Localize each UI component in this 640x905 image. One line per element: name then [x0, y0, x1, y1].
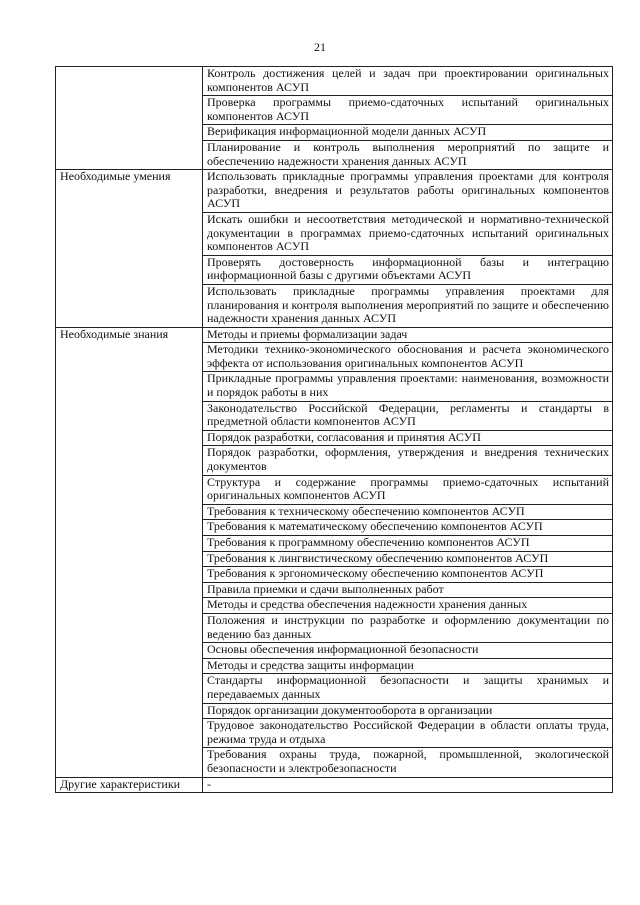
row-text-cell: -: [203, 777, 613, 793]
row-text-cell: Использовать прикладные программы управления проектами для планирования и контроля выполнения мероприятий по защите и обеспечению надежности хранения данных АСУП: [203, 284, 613, 327]
row-text-cell: Проверка программы приемо-сдаточных испытаний оригинальных компонентов АСУП: [203, 96, 613, 125]
row-text-cell: Планирование и контроль выполнения мероприятий по защите и обеспечению надежности хранения данных АСУП: [203, 140, 613, 169]
row-text-cell: Искать ошибки и несоответствия методической и нормативно-технической документации в программах приемо-сдаточных испытаний оригинальных компонентов АСУП: [203, 212, 613, 255]
row-text-cell: Требования к техническому обеспечению компонентов АСУП: [203, 504, 613, 520]
row-text-cell: Верификация информационной модели данных АСУП: [203, 125, 613, 141]
row-text-cell: Требования к лингвистическому обеспечению компонентов АСУП: [203, 551, 613, 567]
row-text-cell: Положения и инструкции по разработке и оформлению документации по ведению баз данных: [203, 613, 613, 642]
table-row: [56, 777, 613, 793]
row-text-cell: Требования к эргономическому обеспечению компонентов АСУП: [203, 567, 613, 583]
row-text-cell: Структура и содержание программы приемо-сдаточных испытаний оригинальных компонентов АСУП: [203, 475, 613, 504]
row-text-cell: Требования к программному обеспечению компонентов АСУП: [203, 536, 613, 552]
row-text-cell: Прикладные программы управления проектами: наименования, возможности и порядок работы в них: [203, 372, 613, 401]
row-text-cell: Основы обеспечения информационной безопасности: [203, 643, 613, 659]
row-text-cell: Порядок разработки, согласования и принятия АСУП: [203, 430, 613, 446]
row-text-cell: Стандарты информационной безопасности и защиты хранимых и передаваемых данных: [203, 674, 613, 703]
table-row: [56, 67, 613, 96]
row-text-cell: Порядок организации документооборота в организации: [203, 703, 613, 719]
table-row: [56, 170, 613, 213]
section-label-knowledge: Необходимые знания: [56, 327, 203, 777]
row-text-cell: Порядок разработки, оформления, утверждения и внедрения технических документов: [203, 446, 613, 475]
section-label-skills: Необходимые умения: [56, 170, 203, 328]
row-text-cell: Методы и средства защиты информации: [203, 658, 613, 674]
page-number: 21: [314, 40, 326, 54]
row-label-cell: [56, 67, 203, 170]
row-text-cell: Методы и приемы формализации задач: [203, 327, 613, 343]
table-row: [56, 327, 613, 343]
requirements-table: [55, 66, 613, 793]
row-text-cell: Методы и средства обеспечения надежности хранения данных: [203, 598, 613, 614]
row-text-cell: Проверять достоверность информационной базы и интеграцию информационной базы с другими объектами АСУП: [203, 255, 613, 284]
row-text-cell: Правила приемки и сдачи выполненных работ: [203, 582, 613, 598]
row-text-cell: Методики технико-экономического обоснования и расчета экономического эффекта от использования оригинальных компонентов АСУП: [203, 343, 613, 372]
row-text-cell: Требования охраны труда, пожарной, промышленной, экологической безопасности и электробезопасности: [203, 748, 613, 777]
section-label-other: Другие характеристики: [56, 777, 203, 793]
row-text-cell: Контроль достижения целей и задач при проектировании оригинальных компонентов АСУП: [203, 67, 613, 96]
row-text-cell: Требования к математическому обеспечению компонентов АСУП: [203, 520, 613, 536]
row-text-cell: Использовать прикладные программы управления проектами для контроля разработки, внедрения и результатов работы оригинальных компонентов АСУП: [203, 170, 613, 213]
row-text-cell: Законодательство Российской Федерации, регламенты и стандарты в предметной области компонентов АСУП: [203, 401, 613, 430]
row-text-cell: Трудовое законодательство Российской Федерации в области оплаты труда, режима труда и отдыха: [203, 719, 613, 748]
